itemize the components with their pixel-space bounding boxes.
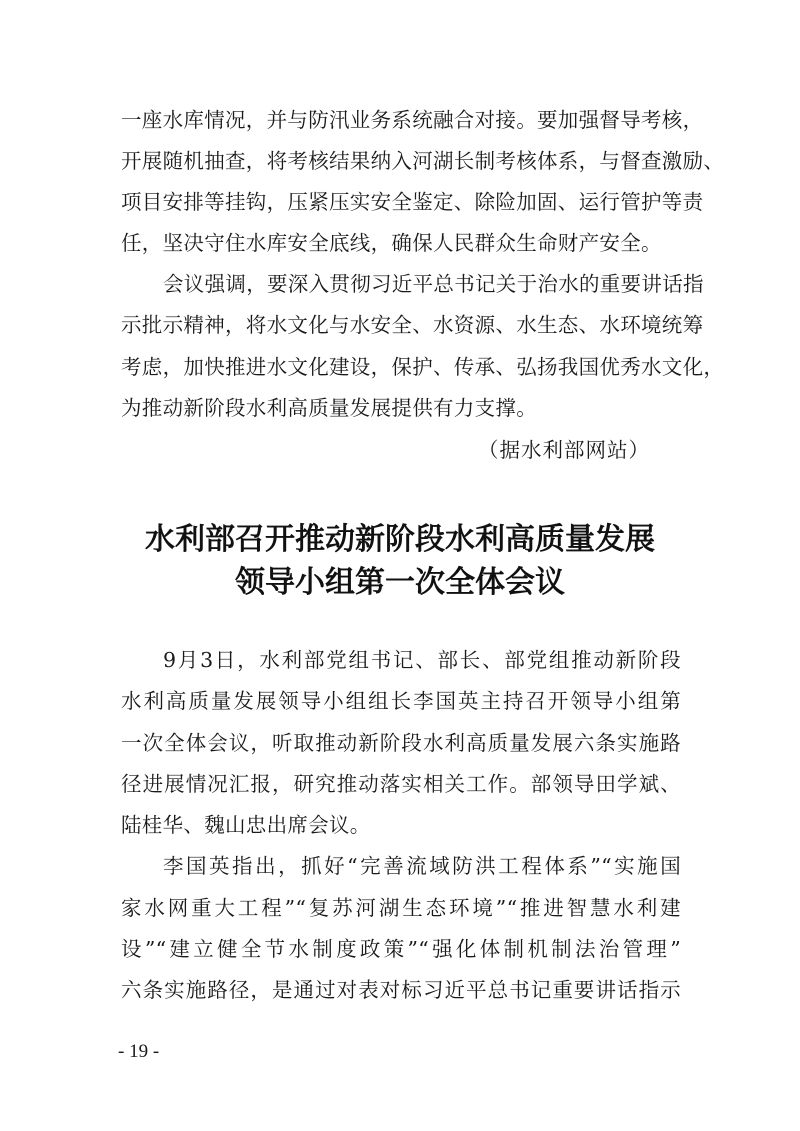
text-line: 一座水库情况，并与防汛业务系统融合对接。要加强督导考核， [121, 108, 704, 132]
text-line: 一次全体会议，听取推动新阶段水利高质量发展六条实施路 [121, 731, 681, 755]
text-line: 径进展情况汇报，研究推动落实相关工作。部领导田学斌、 [121, 772, 681, 796]
text-line: 设”“建立健全节水制度政策”“强化体制机制法治管理” [121, 937, 681, 961]
text-line: 考虑，加快推进水文化建设，保护、传承、弘扬我国优秀水文化， [121, 355, 725, 379]
text-line: 9月3日，水利部党组书记、部长、部党组推动新阶段 [163, 648, 681, 672]
text-line: 会议强调，要深入贯彻习近平总书记关于治水的重要讲话指 [163, 272, 704, 296]
text-line: 水利高质量发展领导小组组长李国英主持召开领导小组第 [121, 689, 681, 713]
text-line: 李国英指出，抓好“完善流域防洪工程体系”“实施国 [163, 854, 681, 878]
page-number: - 19 - [118, 1041, 160, 1062]
text-line: 开展随机抽查，将考核结果纳入河湖长制考核体系，与督查激励、 [121, 149, 725, 173]
text-line: 陆桂华、魏山忠出席会议。 [121, 813, 371, 837]
text-line: 为推动新阶段水利高质量发展提供有力支撑。 [121, 396, 537, 420]
text-line: 示批示精神，将水文化与水安全、水资源、水生态、水环境统筹 [121, 313, 704, 337]
text-line: 家水网重大工程”“复苏河湖生态环境”“推进智慧水利建 [121, 896, 681, 920]
text-line: 六条实施路径，是通过对表对标习近平总书记重要讲话指示 [121, 978, 681, 1002]
source-attribution: （据水利部网站） [478, 438, 650, 462]
text-line: 项目安排等挂钩，压紧压实安全鉴定、除险加固、运行管护等责 [121, 190, 704, 214]
article-title-line-2: 领导小组第一次全体会议 [235, 565, 565, 600]
text-line: 任，坚决守住水库安全底线，确保人民群众生命财产安全。 [121, 231, 662, 255]
article-title-line-1: 水利部召开推动新阶段水利高质量发展 [145, 522, 655, 557]
